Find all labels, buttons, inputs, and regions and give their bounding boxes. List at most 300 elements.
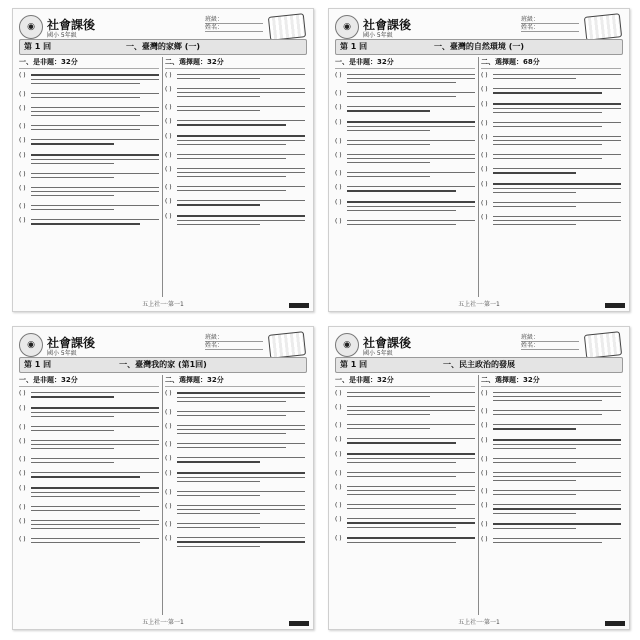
section-heading: 一、是非題：32分 (335, 375, 475, 387)
question-body (335, 375, 623, 615)
mascot-logo-icon: ◉ (335, 333, 359, 357)
left-column (335, 57, 475, 297)
answer-blank: ( ) (165, 184, 172, 191)
page-title: 社會課後 (363, 336, 412, 350)
question-text-lines (493, 470, 621, 484)
question-item (165, 152, 305, 162)
answer-blank: ( ) (335, 138, 342, 145)
question-text-lines (493, 120, 621, 130)
answer-blank: ( ) (481, 488, 488, 495)
answer-blank: ( ) (19, 105, 26, 112)
right-column (165, 375, 305, 615)
question-item (165, 423, 305, 437)
question-item (165, 166, 305, 180)
question-item (335, 72, 475, 86)
question-text-lines (177, 409, 305, 419)
question-item (481, 488, 621, 498)
question-item (165, 104, 305, 114)
barcode-sticker (605, 303, 625, 308)
answer-blank: ( ) (19, 123, 26, 130)
question-text-lines (347, 422, 475, 432)
page-header (19, 15, 307, 37)
question-text-lines (493, 214, 621, 228)
answer-blank: ( ) (165, 441, 172, 448)
answer-blank: ( ) (335, 170, 342, 177)
barcode-sticker (605, 621, 625, 626)
question-text-lines (493, 152, 621, 162)
answer-blank: ( ) (335, 516, 342, 523)
question-item (481, 181, 621, 196)
question-text-lines (31, 171, 159, 181)
question-item (19, 518, 159, 532)
question-item (335, 119, 475, 134)
answer-blank: ( ) (165, 489, 172, 496)
question-item (165, 503, 305, 517)
question-text-lines (177, 166, 305, 180)
lesson-banner (335, 357, 623, 373)
question-text-lines (347, 535, 475, 546)
lesson-number: 第 1 回 (340, 360, 368, 369)
section-heading: 一、是非題：32分 (335, 57, 475, 69)
answer-blank: ( ) (481, 521, 488, 528)
question-item (165, 86, 305, 100)
left-column (19, 57, 159, 297)
answer-blank: ( ) (335, 422, 342, 429)
question-text-lines (31, 105, 159, 119)
question-text-lines (31, 72, 159, 87)
unit-title: 一、民主政治的發展 (443, 360, 515, 369)
student-fields (521, 334, 579, 350)
answer-blank: ( ) (165, 86, 172, 93)
question-item (165, 521, 305, 531)
question-item (481, 152, 621, 162)
answer-blank: ( ) (165, 409, 172, 416)
page-header (335, 333, 623, 355)
question-body (19, 57, 307, 297)
question-item (335, 422, 475, 432)
question-item (165, 118, 305, 129)
question-text-lines (493, 200, 621, 210)
question-text-lines (347, 436, 475, 447)
question-item (335, 502, 475, 512)
answer-blank: ( ) (481, 120, 488, 127)
answer-blank: ( ) (335, 199, 342, 206)
question-item (481, 408, 621, 418)
question-item (481, 456, 621, 466)
answer-blank: ( ) (19, 152, 26, 159)
right-column (481, 57, 621, 297)
answer-blank: ( ) (335, 90, 342, 97)
lesson-banner (335, 39, 623, 55)
class-field: 班級： (205, 16, 263, 24)
question-text-lines (31, 456, 159, 466)
question-item (335, 218, 475, 228)
answer-blank: ( ) (165, 72, 172, 79)
question-item (19, 536, 159, 546)
answer-blank: ( ) (481, 101, 488, 108)
mascot-logo-icon: ◉ (19, 15, 43, 39)
question-text-lines (177, 535, 305, 550)
question-item (481, 536, 621, 546)
page-title: 社會課後 (363, 18, 412, 32)
question-item (19, 72, 159, 87)
question-text-lines (493, 456, 621, 466)
question-item (335, 404, 475, 418)
answer-blank: ( ) (335, 436, 342, 443)
question-text-lines (177, 133, 305, 148)
question-item (165, 455, 305, 466)
question-text-lines (347, 516, 475, 531)
answer-blank: ( ) (335, 470, 342, 477)
page-footer: 五上社一·第一1 (142, 301, 184, 308)
question-text-lines (177, 118, 305, 129)
question-item (19, 456, 159, 466)
answer-blank: ( ) (481, 134, 488, 141)
question-item (19, 217, 159, 228)
question-item (165, 184, 305, 194)
name-field: 姓名： (205, 342, 263, 350)
column-divider (162, 57, 163, 297)
answer-blank: ( ) (481, 456, 488, 463)
question-text-lines (493, 72, 621, 82)
answer-blank: ( ) (19, 485, 26, 492)
question-text-lines (31, 185, 159, 199)
question-item (19, 405, 159, 420)
answer-blank: ( ) (165, 470, 172, 477)
question-item (481, 120, 621, 130)
class-field: 班級： (205, 334, 263, 342)
unit-title: 一、臺灣的家鄉 (一) (125, 42, 201, 51)
answer-blank: ( ) (165, 104, 172, 111)
question-item (335, 152, 475, 166)
question-text-lines (177, 441, 305, 451)
question-text-lines (177, 455, 305, 466)
question-item (481, 214, 621, 228)
answer-blank: ( ) (481, 86, 488, 93)
question-item (165, 198, 305, 209)
page-title: 社會課後 (47, 336, 96, 350)
page-footer: 五上社一·第一1 (142, 619, 184, 626)
lesson-banner (19, 39, 307, 55)
question-item (335, 104, 475, 115)
question-item (19, 438, 159, 452)
question-item (165, 133, 305, 148)
student-fields (205, 16, 263, 32)
stamp-icon (268, 13, 306, 41)
question-text-lines (177, 198, 305, 209)
question-text-lines (493, 390, 621, 404)
worksheet-page-1 (12, 8, 314, 312)
answer-blank: ( ) (165, 118, 172, 125)
question-item (481, 166, 621, 177)
answer-blank: ( ) (19, 518, 26, 525)
answer-blank: ( ) (19, 456, 26, 463)
left-column (335, 375, 475, 615)
question-item (335, 436, 475, 447)
question-item (19, 171, 159, 181)
answer-blank: ( ) (19, 203, 26, 210)
answer-blank: ( ) (481, 536, 488, 543)
answer-blank: ( ) (481, 72, 488, 79)
question-text-lines (347, 184, 475, 195)
answer-blank: ( ) (335, 484, 342, 491)
section-heading: 一、是非題：32分 (19, 375, 159, 387)
question-item (335, 170, 475, 180)
page-title: 社會課後 (47, 18, 96, 32)
question-item (481, 390, 621, 404)
answer-blank: ( ) (19, 72, 26, 79)
question-text-lines (347, 119, 475, 134)
question-item (19, 123, 159, 133)
question-item (19, 152, 159, 167)
unit-title: 一、臺灣我的家 (第1回) (119, 360, 207, 369)
question-body (335, 57, 623, 297)
question-item (335, 484, 475, 498)
section-heading: 二、選擇題：32分 (481, 375, 621, 387)
answer-blank: ( ) (19, 91, 26, 98)
question-item (335, 535, 475, 546)
question-text-lines (31, 137, 159, 148)
question-text-lines (493, 422, 621, 433)
question-item (335, 470, 475, 480)
question-text-lines (177, 86, 305, 100)
stamp-icon (268, 331, 306, 359)
worksheet-page-3 (12, 326, 314, 630)
question-text-lines (31, 405, 159, 420)
name-field: 姓名： (521, 342, 579, 350)
right-column (165, 57, 305, 297)
page-footer: 五上社一·第一1 (458, 301, 500, 308)
question-item (335, 390, 475, 400)
question-item (19, 203, 159, 213)
class-field: 班級： (521, 334, 579, 342)
answer-blank: ( ) (481, 502, 488, 509)
question-item (481, 521, 621, 532)
question-body (19, 375, 307, 615)
section-heading: 二、選擇題：32分 (165, 375, 305, 387)
page-header (19, 333, 307, 355)
answer-blank: ( ) (19, 438, 26, 445)
answer-blank: ( ) (335, 218, 342, 225)
answer-blank: ( ) (335, 119, 342, 126)
question-text-lines (347, 90, 475, 100)
section-heading: 二、選擇題：32分 (165, 57, 305, 69)
page-footer: 五上社一·第一1 (458, 619, 500, 626)
question-text-lines (347, 72, 475, 86)
question-item (481, 101, 621, 116)
answer-blank: ( ) (335, 502, 342, 509)
answer-blank: ( ) (481, 152, 488, 159)
answer-blank: ( ) (165, 423, 172, 430)
answer-blank: ( ) (19, 504, 26, 511)
question-item (335, 138, 475, 148)
question-text-lines (347, 138, 475, 148)
unit-title: 一、臺灣的自然環境 (一) (433, 42, 525, 51)
question-item (481, 502, 621, 517)
name-field: 姓名： (205, 24, 263, 32)
answer-blank: ( ) (165, 521, 172, 528)
question-text-lines (31, 152, 159, 167)
question-text-lines (31, 536, 159, 546)
question-text-lines (493, 101, 621, 116)
class-field: 班級： (521, 16, 579, 24)
question-text-lines (347, 404, 475, 418)
answer-blank: ( ) (19, 137, 26, 144)
answer-blank: ( ) (165, 133, 172, 140)
answer-blank: ( ) (165, 390, 172, 397)
question-text-lines (493, 166, 621, 177)
question-text-lines (177, 423, 305, 437)
answer-blank: ( ) (481, 166, 488, 173)
answer-blank: ( ) (335, 451, 342, 458)
question-item (335, 199, 475, 214)
question-text-lines (177, 184, 305, 194)
question-text-lines (177, 489, 305, 499)
question-text-lines (347, 470, 475, 480)
question-text-lines (31, 470, 159, 481)
question-text-lines (177, 72, 305, 82)
question-text-lines (493, 502, 621, 517)
lesson-number: 第 1 回 (24, 42, 52, 51)
question-item (165, 470, 305, 485)
student-fields (521, 16, 579, 32)
question-text-lines (493, 134, 621, 148)
question-text-lines (31, 91, 159, 101)
answer-blank: ( ) (19, 405, 26, 412)
question-text-lines (31, 424, 159, 434)
question-text-lines (493, 488, 621, 498)
answer-blank: ( ) (335, 184, 342, 191)
answer-blank: ( ) (165, 503, 172, 510)
lesson-number: 第 1 回 (340, 42, 368, 51)
question-text-lines (31, 203, 159, 213)
mascot-logo-icon: ◉ (335, 15, 359, 39)
lesson-number: 第 1 回 (24, 360, 52, 369)
question-text-lines (31, 217, 159, 228)
question-text-lines (493, 437, 621, 452)
answer-blank: ( ) (335, 104, 342, 111)
question-text-lines (347, 451, 475, 466)
question-text-lines (347, 170, 475, 180)
question-text-lines (177, 152, 305, 162)
answer-blank: ( ) (335, 390, 342, 397)
worksheet-page-2 (328, 8, 630, 312)
question-text-lines (177, 521, 305, 531)
answer-blank: ( ) (19, 536, 26, 543)
question-item (165, 213, 305, 228)
question-text-lines (31, 504, 159, 514)
question-item (335, 184, 475, 195)
page-subtitle: 國小 5年級 (47, 32, 77, 39)
worksheet-page-4 (328, 326, 630, 630)
answer-blank: ( ) (165, 455, 172, 462)
answer-blank: ( ) (165, 166, 172, 173)
stamp-icon (584, 13, 622, 41)
question-item (19, 504, 159, 514)
answer-blank: ( ) (19, 470, 26, 477)
answer-blank: ( ) (481, 408, 488, 415)
answer-blank: ( ) (481, 422, 488, 429)
question-text-lines (347, 484, 475, 498)
question-text-lines (31, 485, 159, 500)
answer-blank: ( ) (335, 535, 342, 542)
answer-blank: ( ) (165, 213, 172, 220)
question-item (335, 90, 475, 100)
answer-blank: ( ) (165, 152, 172, 159)
page-subtitle: 國小 5年級 (47, 350, 77, 357)
section-heading: 一、是非題：32分 (19, 57, 159, 69)
barcode-sticker (289, 621, 309, 626)
barcode-sticker (289, 303, 309, 308)
question-item (481, 200, 621, 210)
question-text-lines (347, 152, 475, 166)
question-item (19, 137, 159, 148)
page-subtitle: 國小 5年級 (363, 350, 393, 357)
right-column (481, 375, 621, 615)
question-item (165, 535, 305, 550)
question-text-lines (177, 104, 305, 114)
answer-blank: ( ) (481, 181, 488, 188)
question-item (19, 485, 159, 500)
question-item (165, 72, 305, 82)
question-item (165, 409, 305, 419)
answer-blank: ( ) (335, 72, 342, 79)
question-text-lines (493, 521, 621, 532)
question-item (335, 516, 475, 531)
name-field: 姓名： (521, 24, 579, 32)
answer-blank: ( ) (19, 390, 26, 397)
question-text-lines (31, 123, 159, 133)
column-divider (162, 375, 163, 615)
student-fields (205, 334, 263, 350)
question-text-lines (493, 181, 621, 196)
question-text-lines (177, 213, 305, 228)
answer-blank: ( ) (19, 185, 26, 192)
question-item (481, 86, 621, 97)
answer-blank: ( ) (481, 200, 488, 207)
question-text-lines (177, 470, 305, 485)
column-divider (478, 57, 479, 297)
question-item (481, 134, 621, 148)
question-item (19, 390, 159, 401)
question-text-lines (347, 502, 475, 512)
question-item (165, 390, 305, 405)
question-item (335, 451, 475, 466)
question-text-lines (177, 390, 305, 405)
answer-blank: ( ) (481, 470, 488, 477)
question-item (19, 424, 159, 434)
question-text-lines (31, 518, 159, 532)
question-text-lines (31, 438, 159, 452)
question-text-lines (347, 104, 475, 115)
question-text-lines (493, 408, 621, 418)
answer-blank: ( ) (19, 171, 26, 178)
question-item (481, 422, 621, 433)
answer-blank: ( ) (19, 217, 26, 224)
section-heading: 二、選擇題：68分 (481, 57, 621, 69)
question-text-lines (347, 218, 475, 228)
question-item (481, 72, 621, 82)
lesson-banner (19, 357, 307, 373)
page-subtitle: 國小 5年級 (363, 32, 393, 39)
answer-blank: ( ) (165, 198, 172, 205)
column-divider (478, 375, 479, 615)
question-item (19, 185, 159, 199)
answer-blank: ( ) (19, 424, 26, 431)
question-text-lines (31, 390, 159, 401)
question-text-lines (177, 503, 305, 517)
question-text-lines (347, 390, 475, 400)
